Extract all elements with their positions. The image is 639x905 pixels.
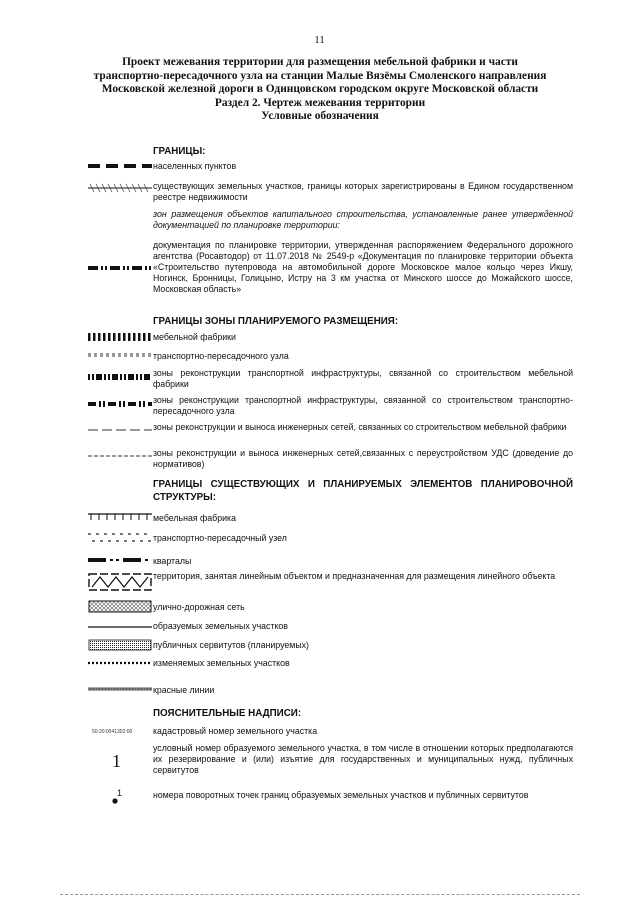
turning-point-number: 1	[117, 788, 123, 798]
legend-text-transport-reconstruction-factory: зоны реконструкции транспортной инфраструктуры, связанной со строительством мебельной фабрики	[153, 368, 573, 389]
legend-text-cadastral-number: кадастровый номер земельного участка	[153, 726, 318, 736]
legend-text-changed-lots: изменяемых земельных участков	[153, 658, 290, 668]
legend-symbol-furniture-factory-zone	[88, 332, 152, 342]
legend-symbol-existing-lots	[88, 182, 152, 194]
legend-text-blocks: кварталы	[153, 556, 192, 566]
legend-symbol-changed-lots	[88, 660, 152, 666]
legend-symbol-planning-doc	[88, 264, 152, 272]
legend-text-capital-zones: зон размещения объектов капитального строительства, установленные ранее утвержденной документацией по планировке территории:	[153, 209, 573, 230]
page-number: 11	[314, 34, 325, 46]
title-line: Московской железной дороги в Одинцовском городском округе Московской области	[101, 83, 539, 96]
legend-symbol-transport-hub	[88, 530, 152, 546]
legend-symbol-cadastral-number: 50:20:0041302:00	[92, 729, 133, 735]
legend-symbol-road-network	[88, 600, 152, 613]
legend-symbol-formed-lots	[88, 624, 152, 630]
legend-text-turning-points: номера поворотных точек границ образуемых земельных участков и публичных сервитутов	[153, 790, 529, 800]
legend-text-lot-number: условный номер образуемого земельного участка, в том числе в отношении которых предполагаются их резервирование и (или) изъятие для государственных и муниципальных нужд, публичных сервитутов	[153, 743, 573, 775]
title-line: Проект межевания территории для размещения мебельной фабрики и части	[122, 56, 518, 68]
legend-text-transport-reconstruction-hub: зоны реконструкции транспортной инфраструктуры, связанной со строительством транспортно-пересадочного узла	[153, 395, 573, 416]
legend-text-road-network: улично-дорожная сеть	[153, 602, 245, 612]
legend-symbol-blocks	[88, 556, 152, 564]
legend-symbol-red-lines	[88, 686, 152, 692]
legend-symbol-public-servitudes	[88, 639, 152, 651]
legend-symbol-transport-hub-zone	[88, 350, 152, 360]
legend-text-transport-hub: транспортно-пересадочный узел	[153, 533, 287, 543]
turning-point-dot	[110, 796, 120, 806]
legend-text-formed-lots: образуемых земельных участков	[153, 621, 288, 631]
legend-text-transport-hub-zone: транспортно-пересадочного узла	[153, 351, 289, 361]
legend-text-red-lines: красные линии	[153, 685, 215, 695]
legend-text-public-servitudes: публичных сервитутов (планируемых)	[153, 640, 309, 650]
legend-text-engineering-networks-uds: зоны реконструкции и выноса инженерных сетей,связанных с переустройством УДС (доведение до нормативов)	[153, 448, 573, 469]
section-heading-labels: ПОЯСНИТЕЛЬНЫЕ НАДПИСИ:	[153, 708, 302, 719]
section-heading-structure: ГРАНИЦЫ СУЩЕСТВУЮЩИХ И ПЛАНИРУЕМЫХ ЭЛЕМЕНТОВ ПЛАНИРОВОЧНОЙ СТРУКТУРЫ:	[153, 479, 573, 503]
legend-text-engineering-networks-factory: зоны реконструкции и выноса инженерных сетей, связанных со строительством мебельной фабрики	[153, 422, 567, 432]
legend-symbol-lot-number: 1	[112, 751, 121, 771]
legend-symbol-turning-point	[110, 788, 130, 808]
title-line: транспортно-пересадочного узла на станции Малые Вязёмы Смоленского направления	[93, 69, 547, 82]
legend-symbol-transport-reconstruction-hub	[88, 399, 152, 409]
legend-text-furniture-factory: мебельная фабрика	[153, 513, 236, 523]
legend-symbol-linear-object	[88, 573, 152, 591]
legend-symbol-transport-reconstruction-factory	[88, 372, 152, 382]
section-heading-borders: ГРАНИЦЫ:	[153, 146, 206, 157]
legend-text-linear-object: территория, занятая линейным объектом и предназначенная для размещения линейного объекта	[153, 571, 556, 581]
section-heading-planned-zone: ГРАНИЦЫ ЗОНЫ ПЛАНИРУЕМОГО РАЗМЕЩЕНИЯ:	[153, 316, 399, 327]
document-title	[60, 56, 580, 124]
legend-symbol-furniture-factory	[88, 512, 152, 522]
title-line: Раздел 2. Чертеж межевания территории	[214, 96, 426, 109]
page-bottom-edge	[60, 894, 580, 895]
legend-symbol-settlements	[88, 162, 152, 170]
legend-text-furniture-factory-zone: мебельной фабрики	[153, 332, 236, 342]
legend-text-existing-lots: существующих земельных участков, границы которых зарегистрированы в Едином государственном реестре недвижимости	[153, 181, 573, 202]
legend-text-planning-doc: документация по планировке территории, утвержденная распоряжением Федерального дорожного агентства (Росавтодор) от 11.07.2018 № 2549-р «Документация по планировке территории объекта «Строительство путепровода на автомобильной дороге Московское малое кольцо через Икшу, Ногинск, Бронницы, Голицыно, Истру на 3 км участка от Минского шоссе до Можайского шоссе, Московская область»	[153, 240, 573, 294]
legend-symbol-engineering-networks-factory	[88, 427, 152, 433]
title-line: Условные обозначения	[261, 110, 379, 123]
legend-symbol-engineering-networks-uds	[88, 453, 152, 459]
legend-text-settlements: населенных пунктов	[153, 161, 237, 171]
